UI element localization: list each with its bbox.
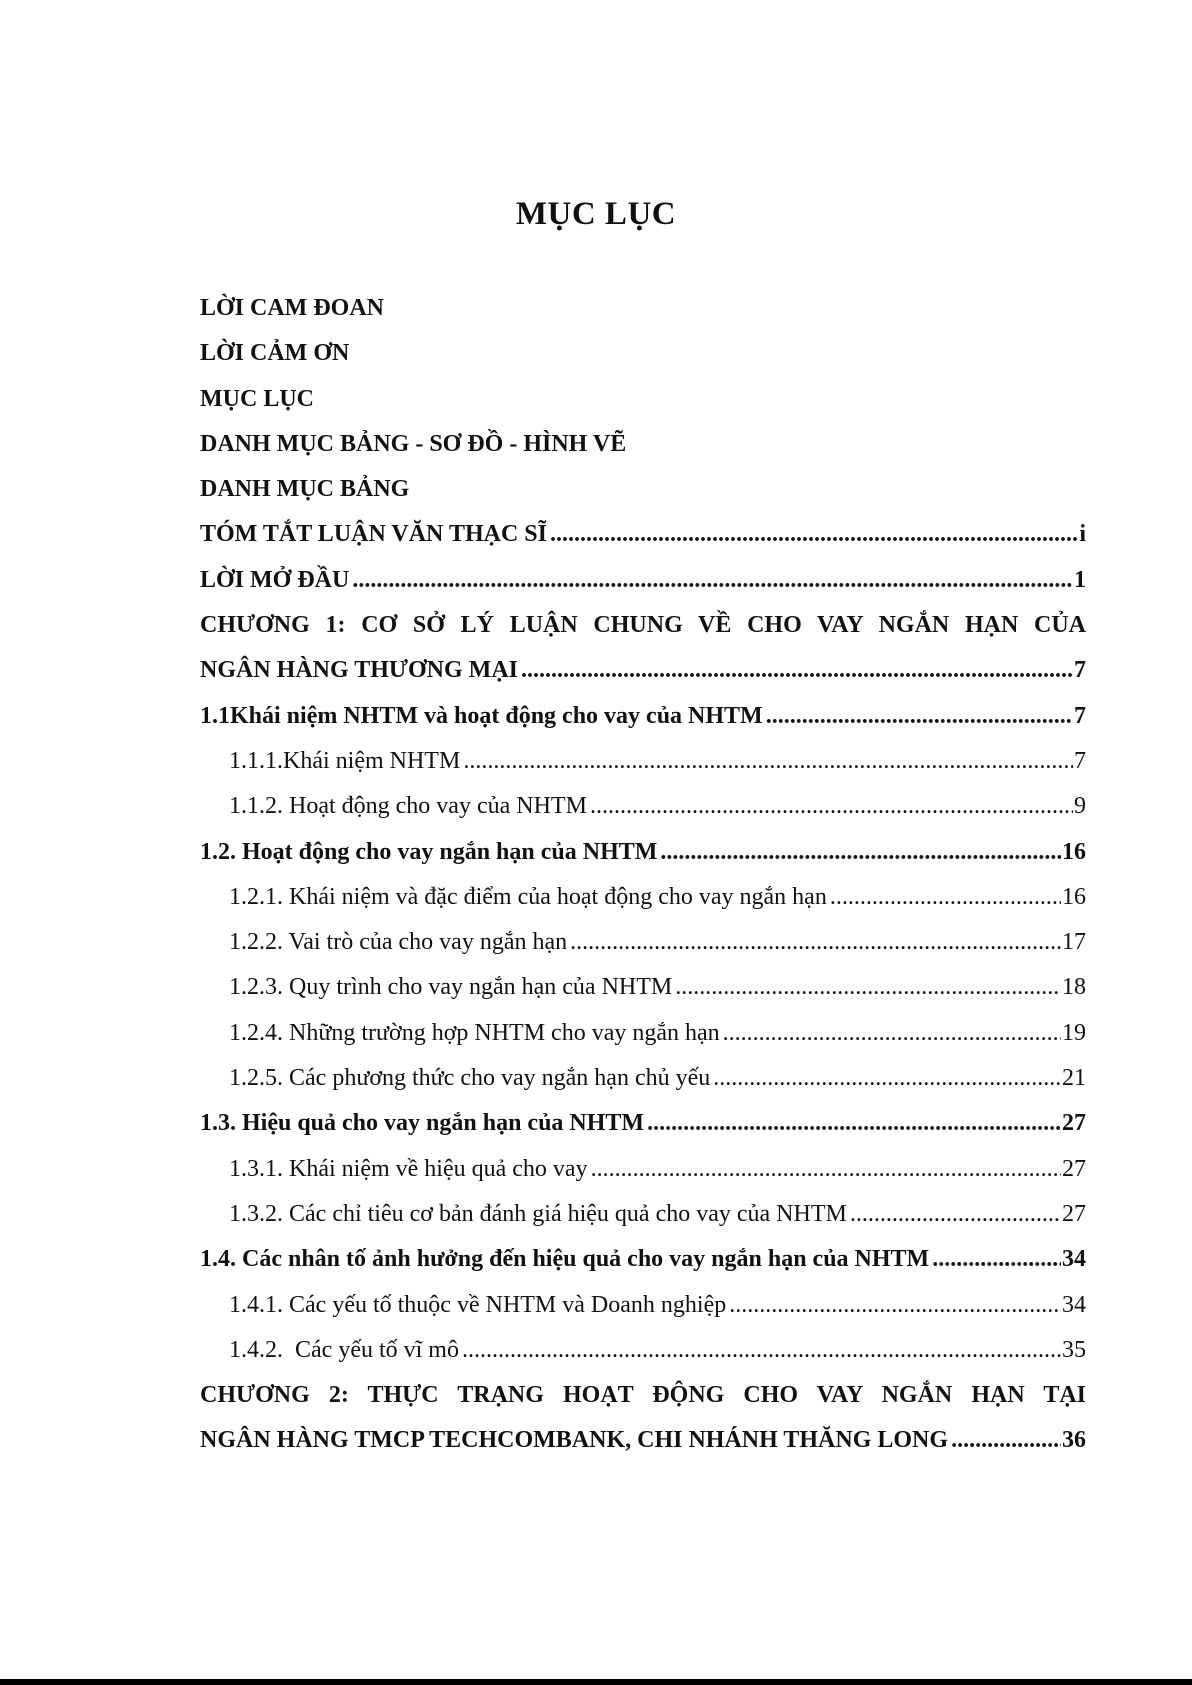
toc-page-number: 34 [1062, 1291, 1086, 1318]
toc-leader-dots [660, 839, 1061, 866]
toc-page-number: 18 [1062, 974, 1086, 1001]
toc-entry-text: DANH MỤC BẢNG - SƠ ĐỒ - HÌNH VẼ [200, 430, 627, 457]
toc-entry-text: CHƯƠNG 2: THỰC TRẠNG HOẠT ĐỘNG CHO VAY NGẮN HẠN TẠI [200, 1382, 1086, 1409]
toc-entry-1-2-5 [200, 1065, 1086, 1110]
toc-leader-dots [766, 703, 1073, 730]
toc-page-number: i [1079, 521, 1086, 548]
toc-page-number: 21 [1062, 1065, 1086, 1092]
toc-entry-text: LỜI CẢM ƠN [200, 340, 350, 367]
toc-entry-text: LỜI MỞ ĐẦU [200, 566, 350, 593]
toc-entry-text: 1.3.2. Các chỉ tiêu cơ bản đánh giá hiệu quả cho vay của NHTM [229, 1200, 847, 1227]
toc-page-number: 9 [1074, 793, 1086, 820]
toc-entry-text: 1.4.2. Các yếu tố vĩ mô [229, 1336, 459, 1363]
toc-leader-dots [352, 567, 1073, 594]
toc-leader-dots [932, 1246, 1061, 1273]
toc-entry-1-1-2 [200, 793, 1086, 838]
toc-page-number: 27 [1062, 1200, 1086, 1227]
toc-entry-danh-muc-bang-so-do-hinh-ve [200, 431, 1086, 476]
toc-entry-text: 1.2.4. Những trường hợp NHTM cho vay ngắn hạn [229, 1019, 720, 1046]
toc-entry-danh-muc-bang [200, 476, 1086, 521]
toc-entry-chuong-2 [200, 1382, 1086, 1427]
toc-entry-text: 1.2.3. Quy trình cho vay ngắn hạn của NHTM [229, 974, 673, 1001]
toc-entry-text: 1.2.1. Khái niệm và đặc điểm của hoạt động cho vay ngắn hạn [229, 883, 827, 910]
toc-leader-dots [463, 748, 1073, 775]
toc-entry-chuong-1 [200, 612, 1086, 657]
toc-entry-1-4 [200, 1246, 1086, 1291]
toc-page-number: 7 [1074, 702, 1086, 729]
toc-entry-chuong-2-cont [200, 1427, 1086, 1472]
toc-page-number: 17 [1062, 929, 1086, 956]
toc-entry-loi-cam-on [200, 340, 1086, 385]
toc-leader-dots [723, 1020, 1061, 1047]
toc-entry-1-1-1 [200, 748, 1086, 793]
toc-entry-text: 1.4. Các nhân tố ảnh hưởng đến hiệu quả cho vay ngắn hạn của NHTM [200, 1246, 930, 1273]
toc-entry-1-4-1 [200, 1292, 1086, 1337]
toc-entry-loi-mo-dau [200, 567, 1086, 612]
toc-page-number: 16 [1062, 838, 1086, 865]
toc-entry-1-3 [200, 1110, 1086, 1155]
toc-page-number: 7 [1074, 657, 1086, 684]
toc-entry-text: NGÂN HÀNG TMCP TECHCOMBANK, CHI NHÁNH THĂNG LONG [200, 1427, 949, 1454]
toc-leader-dots [521, 657, 1073, 684]
toc-entry-chuong-1-cont [200, 657, 1086, 702]
toc-entry-text: DANH MỤC BẢNG [200, 476, 410, 503]
toc-entry-1-1 [200, 703, 1086, 748]
toc-entry-1-4-2 [200, 1337, 1086, 1382]
toc-entry-1-3-2 [200, 1201, 1086, 1246]
toc-page-number: 34 [1062, 1246, 1086, 1273]
toc-entry-1-3-1 [200, 1156, 1086, 1201]
toc-page-number: 35 [1062, 1336, 1086, 1363]
toc-entry-text: 1.2.2. Vai trò của cho vay ngắn hạn [229, 929, 568, 956]
toc-entry-muc-luc [200, 386, 1086, 431]
toc-leader-dots [951, 1427, 1061, 1454]
toc-leader-dots [570, 929, 1061, 956]
toc-leader-dots [590, 793, 1073, 820]
toc-entry-1-2-3 [200, 974, 1086, 1019]
toc-entry-text: 1.4.1. Các yếu tố thuộc về NHTM và Doanh nghiệp [229, 1291, 727, 1318]
toc-page-number: 7 [1074, 747, 1086, 774]
toc-entry-1-2-1 [200, 884, 1086, 929]
toc-entry-1-2-4 [200, 1020, 1086, 1065]
toc-page-number: 27 [1062, 1155, 1086, 1182]
toc-page-number: 27 [1062, 1110, 1086, 1137]
toc-leader-dots [550, 521, 1078, 548]
toc-entry-text: MỤC LỤC [200, 385, 314, 412]
toc-entry-text: 1.3.1. Khái niệm về hiệu quả cho vay [229, 1155, 588, 1182]
toc-leader-dots [830, 884, 1061, 911]
toc-entry-text: LỜI CAM ĐOAN [200, 295, 384, 321]
toc-entry-1-2-2 [200, 929, 1086, 974]
table-of-contents [200, 295, 1086, 1473]
toc-leader-dots [729, 1292, 1061, 1319]
toc-leader-dots [713, 1065, 1061, 1092]
toc-page-number: 16 [1062, 883, 1086, 910]
toc-entry-text: 1.3. Hiệu quả cho vay ngắn hạn của NHTM [200, 1110, 645, 1137]
page-title: MỤC LỤC [515, 196, 677, 232]
toc-entry-text: 1.1Khái niệm NHTM và hoạt động cho vay của NHTM [200, 702, 763, 729]
toc-page-number: 19 [1062, 1019, 1086, 1046]
toc-entry-text: CHƯƠNG 1: CƠ SỞ LÝ LUẬN CHUNG VỀ CHO VAY NGẮN HẠN CỦA [200, 612, 1086, 639]
toc-leader-dots [591, 1156, 1061, 1183]
toc-leader-dots [675, 974, 1061, 1001]
toc-entry-text: 1.1.2. Hoạt động cho vay của NHTM [229, 793, 587, 820]
page-bottom-border [0, 1679, 1192, 1685]
toc-leader-dots [462, 1337, 1061, 1364]
toc-entry-text: 1.2.5. Các phương thức cho vay ngắn hạn chủ yếu [229, 1065, 711, 1092]
toc-leader-dots [647, 1110, 1061, 1137]
toc-entry-text: 1.2. Hoạt động cho vay ngắn hạn của NHTM [200, 838, 658, 865]
toc-entry-tom-tat [200, 521, 1086, 566]
toc-entry-text: NGÂN HÀNG THƯƠNG MẠI [200, 657, 518, 684]
toc-entry-text: 1.1.1.Khái niệm NHTM [229, 747, 461, 774]
toc-entry-1-2 [200, 839, 1086, 884]
toc-entry-text: TÓM TẮT LUẬN VĂN THẠC SĨ [200, 521, 547, 548]
toc-page-number: 1 [1074, 566, 1086, 593]
toc-leader-dots [850, 1201, 1061, 1228]
toc-entry-loi-cam-doan [200, 295, 1086, 340]
toc-page-number: 36 [1062, 1427, 1086, 1454]
